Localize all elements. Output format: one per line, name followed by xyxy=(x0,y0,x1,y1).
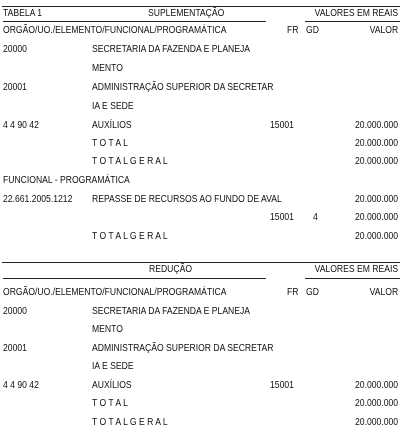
row-fr: 15001 xyxy=(270,120,294,131)
row-desc: AUXÍLIOS xyxy=(92,120,132,131)
total-geral-label: T O T A L G E R A L xyxy=(92,156,168,167)
header-rule-right xyxy=(305,278,400,279)
table-label: TABELA 1 xyxy=(3,8,43,19)
funcional-header: FUNCIONAL - PROGRAMÁTICA xyxy=(3,175,130,186)
col-gd: GD xyxy=(306,25,319,36)
funcional-valor: 20.000.000 xyxy=(354,194,398,205)
row-desc-cont: IA E SEDE xyxy=(92,101,134,112)
col-valor: VALOR xyxy=(369,25,398,36)
funcional-total-geral-valor: 20.000.000 xyxy=(354,231,398,242)
row-desc: SECRETARIA DA FAZENDA E PLANEJA xyxy=(92,306,251,317)
total-label: T O T A L xyxy=(92,138,128,149)
total-geral-valor: 20.000.000 xyxy=(354,417,398,428)
col-gd: GD xyxy=(306,287,319,298)
values-header: VALORES EM REAIS xyxy=(314,8,398,19)
row-desc: SECRETARIA DA FAZENDA E PLANEJA xyxy=(92,44,251,55)
col-fr: FR xyxy=(287,287,299,298)
row-code: 20001 xyxy=(3,343,27,354)
row-desc-cont: MENTO xyxy=(92,324,123,335)
row-valor: 20.000.000 xyxy=(354,380,398,391)
col-valor: VALOR xyxy=(369,287,398,298)
total-valor: 20.000.000 xyxy=(354,138,398,149)
total-valor: 20.000.000 xyxy=(354,398,398,409)
row-code: 20000 xyxy=(3,44,27,55)
total-geral-valor: 20.000.000 xyxy=(354,156,398,167)
row-code: 20000 xyxy=(3,306,27,317)
col-fr: FR xyxy=(287,25,299,36)
section-title-suplementacao: SUPLEMENTAÇÃO xyxy=(148,8,225,19)
row-desc-cont: IA E SEDE xyxy=(92,361,134,372)
row-desc: ADMINISTRAÇÃO SUPERIOR DA SECRETAR xyxy=(92,343,274,354)
row-valor: 20.000.000 xyxy=(354,120,398,131)
total-label: T O T A L xyxy=(92,398,128,409)
reducao-top-rule xyxy=(2,262,400,263)
funcional-code: 22.661.2005.1212 xyxy=(3,194,73,205)
row-code: 4 4 90 42 xyxy=(3,120,39,131)
row-desc: AUXÍLIOS xyxy=(92,380,132,391)
funcional-fr: 15001 xyxy=(270,212,294,223)
total-geral-label: T O T A L G E R A L xyxy=(92,417,168,428)
row-code: 20001 xyxy=(3,82,27,93)
row-desc: ADMINISTRAÇÃO SUPERIOR DA SECRETAR xyxy=(92,82,274,93)
funcional-desc: REPASSE DE RECURSOS AO FUNDO DE AVAL xyxy=(92,194,282,205)
row-desc-cont: MENTO xyxy=(92,63,123,74)
funcional-total-geral-label: T O T A L G E R A L xyxy=(92,231,168,242)
row-fr: 15001 xyxy=(270,380,294,391)
header-rule-left xyxy=(3,278,266,279)
top-rule xyxy=(2,6,400,7)
funcional-gd: 4 xyxy=(313,212,318,223)
section-title-reducao: REDUÇÃO xyxy=(149,264,193,275)
values-header: VALORES EM REAIS xyxy=(314,264,398,275)
header-rule-right xyxy=(305,21,400,22)
col-orgao: ORGÃO/UO./ELEMENTO/FUNCIONAL/PROGRAMÁTICA xyxy=(3,25,227,36)
header-rule-left xyxy=(3,21,266,22)
funcional-valor: 20.000.000 xyxy=(354,212,398,223)
col-orgao: ORGÃO/UO./ELEMENTO/FUNCIONAL/PROGRAMÁTICA xyxy=(3,287,227,298)
row-code: 4 4 90 42 xyxy=(3,380,39,391)
